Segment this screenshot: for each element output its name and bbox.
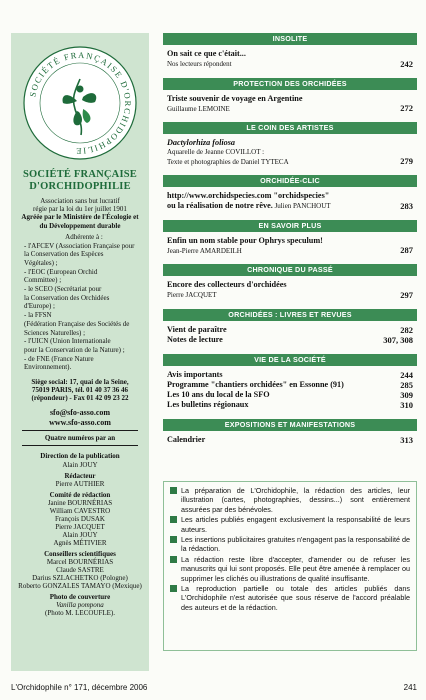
- staff-name: Agnès MÉTIVIER: [53, 538, 107, 547]
- entry-title: Dactylorhiza foliosa: [167, 138, 236, 147]
- section-entries: [163, 431, 417, 448]
- entry-row: [167, 390, 413, 400]
- entry-title: Avis importants: [167, 370, 223, 379]
- staff-name: Marcel BOURNÉRIAS: [46, 558, 114, 567]
- staff-name: Vanilla pompona: [56, 601, 104, 610]
- membership-item: Committee) ;: [24, 276, 62, 285]
- square-bullet-icon: [170, 487, 177, 494]
- section-entries: [163, 45, 417, 72]
- page-number: 241: [403, 683, 417, 692]
- note-item: [170, 515, 410, 534]
- toc-section: [163, 33, 417, 72]
- note-text: La préparation de L'Orchidophile, la rédaction des articles, leur illustration (cartes, photographies, dessins...) sont entièrement assurées par des bénévoles.: [181, 486, 410, 514]
- association-info: Association sans but lucratif régie par la loi du 1er juillet 1901 Agréée par le Ministère de l'Écologie et du Développement durable: [21, 197, 139, 230]
- staff-role: Direction de la publication: [40, 452, 120, 461]
- toc-entry[interactable]: [167, 335, 413, 345]
- section-header: PROTECTION DES ORCHIDÉES: [163, 78, 417, 90]
- contact-links: [16, 408, 144, 427]
- divider: [22, 445, 138, 446]
- journal-issue: L'Orchidophile n° 171, décembre 2006: [11, 683, 148, 692]
- note-item: [170, 584, 410, 612]
- entry-title-cont: ou la réalisation de notre rêve.: [167, 201, 273, 210]
- entry-row: [167, 245, 413, 255]
- membership-item: d'Europe) ;: [24, 302, 56, 311]
- staff-role: Photo de couverture: [49, 593, 111, 602]
- entry-page: 272: [400, 103, 413, 113]
- entry-title: Vient de paraître: [167, 325, 227, 334]
- email-link[interactable]: sfo@sfo-asso.com: [49, 408, 111, 418]
- membership-item: - le SCEO (Secrétariat pour: [24, 285, 102, 294]
- staff-name: Alain JOUY: [62, 460, 98, 469]
- entry-author: Julien PANCHOUT: [272, 202, 331, 210]
- square-bullet-icon: [170, 556, 177, 563]
- toc-section: [163, 419, 417, 448]
- editorial-staff: [16, 452, 144, 617]
- toc-entry[interactable]: [167, 325, 413, 335]
- staff-name: Roberto GONZALES TAMAYO (Mexique): [18, 582, 142, 591]
- membership-item: Végétales) ;: [24, 258, 58, 267]
- section-entries: [163, 366, 417, 413]
- entry-title: Encore des collecteurs d'orchidées: [167, 280, 287, 289]
- entry-page: 313: [400, 434, 413, 445]
- staff-name: Alain JOUY: [62, 530, 98, 539]
- section-entries: [163, 187, 417, 214]
- entry-page: 309: [400, 389, 413, 400]
- staff-role: Conseillers scientifiques: [44, 549, 116, 558]
- section-entries: [163, 276, 417, 303]
- entry-title: Calendrier: [167, 435, 206, 444]
- entry-author: Nos lecteurs répondent: [167, 60, 232, 68]
- entry-title: Notes de lecture: [167, 335, 223, 344]
- staff-names: [16, 480, 144, 488]
- membership-item: pour la Conservation de la Nature) ;: [24, 345, 125, 354]
- entry-page: 279: [400, 156, 413, 166]
- entry-author: Guillaume LEMOINE: [167, 104, 230, 113]
- staff-name: Pierre JACQUET: [55, 522, 105, 531]
- staff-name: Janine BOURNÉRIAS: [47, 498, 113, 507]
- entry-author: Texte et photographies de Daniel TYTECA: [167, 157, 289, 166]
- section-entries: [163, 232, 417, 259]
- toc-entry[interactable]: [167, 380, 413, 390]
- toc-entry[interactable]: [167, 370, 413, 380]
- entry-page: 244: [400, 369, 413, 380]
- square-bullet-icon: [170, 536, 177, 543]
- entry-page: 242: [400, 58, 413, 69]
- toc-entry[interactable]: [167, 94, 413, 114]
- entry-page: 310: [400, 399, 413, 410]
- orchid-emblem-icon: [21, 39, 139, 167]
- entry-row: [167, 156, 413, 166]
- section-header: VIE DE LA SOCIÉTÉ: [163, 354, 417, 366]
- entry-page: 285: [400, 379, 413, 390]
- section-header: INSOLITE: [163, 33, 417, 45]
- entry-row: [167, 380, 413, 390]
- note-item: [170, 486, 410, 514]
- entry-row: [167, 370, 413, 380]
- membership-item: - la FFSN: [24, 311, 52, 320]
- table-of-contents: [163, 33, 417, 448]
- entry-page: 282: [400, 324, 413, 335]
- divider: [22, 430, 138, 431]
- staff-name: (Photo M. LECOUFLE).: [45, 609, 115, 618]
- staff-names: [16, 601, 144, 617]
- membership-item: Sciences Naturelles) ;: [24, 328, 86, 337]
- toc-entry[interactable]: [167, 435, 413, 445]
- toc-entry[interactable]: [167, 49, 413, 69]
- entry-author: Pierre JACQUET: [167, 291, 217, 299]
- entry-title: On sait ce que c'était...: [167, 49, 246, 58]
- membership-item: Environnement).: [24, 363, 72, 372]
- toc-entry[interactable]: [167, 236, 413, 256]
- entry-author: Aquarelle de Jeanne COVILLOT :: [167, 147, 265, 156]
- toc-entry[interactable]: [167, 400, 413, 410]
- note-item: [170, 535, 410, 554]
- section-header: EXPOSITIONS ET MANIFESTATIONS: [163, 419, 417, 431]
- entry-row: [167, 290, 413, 300]
- toc-section: [163, 309, 417, 348]
- section-header: EN SAVOIR PLUS: [163, 220, 417, 232]
- membership-item: - l'UICN (Union Internationale: [24, 337, 111, 346]
- entry-author: Jean-Pierre AMARDEILH: [167, 246, 242, 255]
- toc-entry[interactable]: [167, 138, 413, 166]
- toc-section: [163, 220, 417, 259]
- editorial-notes: [163, 481, 417, 651]
- entry-row: [167, 400, 413, 410]
- entry-row: [167, 59, 413, 69]
- square-bullet-icon: [170, 585, 177, 592]
- entry-title: Triste souvenir de voyage en Argentine: [167, 93, 303, 103]
- staff-name: François DUSAK: [55, 514, 105, 523]
- membership-item: - l'EOC (European Orchid: [24, 267, 98, 276]
- membership-item: la Conservation des Espèces: [24, 250, 104, 259]
- sfo-logo: [21, 39, 139, 167]
- entry-title: Programme "chantiers orchidées" en Essonne (91): [167, 380, 344, 389]
- staff-names: [16, 461, 144, 469]
- staff-role: Comité de rédaction: [49, 490, 111, 499]
- staff-role: Rédacteur: [64, 471, 96, 480]
- note-text: La reproduction partielle ou totale des articles publiés dans L'Orchidophile n'est autorisée que sous réserve de l'accord préalable des auteurs et de la rédaction.: [181, 584, 410, 612]
- staff-name: William CAVESTRO: [49, 506, 111, 515]
- note-text: La rédaction reste libre d'accepter, d'amender ou de refuser les manuscrits qui lui sont proposés. Elle peut être amenée à remplacer ou supprimer les clichés ou illustrations de qualité insuffisante.: [181, 554, 410, 583]
- staff-name: Claude SASTRE: [56, 566, 104, 575]
- toc-section: [163, 175, 417, 214]
- toc-entry[interactable]: [167, 280, 413, 300]
- entry-title: http://www.orchidspecies.com "orchidspecies": [167, 191, 330, 200]
- entry-row: [167, 435, 413, 445]
- left-panel: [11, 33, 149, 671]
- toc-section: [163, 78, 417, 117]
- toc-entry[interactable]: [167, 390, 413, 400]
- section-header: ORCHIDÉE-CLIC: [163, 175, 417, 187]
- toc-section: [163, 354, 417, 413]
- section-entries: [163, 90, 417, 117]
- staff-name: Darius SZLACHETKO (Pologne): [32, 574, 128, 583]
- section-header: ORCHIDÉES : LIVRES ET REVUES: [163, 309, 417, 321]
- staff-name: Pierre AUTHIER: [55, 479, 105, 488]
- entry-title: Les bulletins régionaux: [167, 400, 249, 409]
- entry-title: Enfin un nom stable pour Ophrys speculum!: [167, 235, 323, 245]
- entry-row: [167, 103, 413, 113]
- entry-row: [167, 335, 413, 345]
- entry-page: 307, 308: [383, 334, 413, 345]
- membership-list: Adhérente à : - l'AFCEV (Association Française pour la Conservation des Espèces Végétales) ; - l'EOC (European Orchid Committee) ; - le SCEO (Secrétariat pour la Conservation des Orchidées d'Europe) ; - la FFSN (Fédération Française des Sociétés de Sciences Naturelles) ; - l'UICN (Union Internationale pour la Conservation de la Nature) ; - de FNE (France Nature Environnement).: [16, 233, 144, 372]
- entry-row: [167, 325, 413, 335]
- website-link[interactable]: www.sfo-asso.com: [49, 417, 111, 427]
- entry-row: [167, 201, 413, 211]
- note-text: Les insertions publicitaires gratuites n'engagent pas la responsabilité de la rédaction.: [181, 535, 410, 554]
- logo-arc-text: SOCIÉTÉ FRANÇAISE D'ORCHIDOPHILIE: [27, 49, 134, 157]
- sfo-title: SOCIÉTÉ FRANÇAISE D'ORCHIDOPHILIE: [23, 169, 137, 192]
- toc-section: [163, 122, 417, 169]
- membership-item: - de FNE (France Nature: [24, 354, 94, 363]
- toc-section: [163, 264, 417, 303]
- toc-entry[interactable]: [167, 191, 413, 211]
- staff-names: [16, 558, 144, 590]
- membership-item: (Fédération Française des Sociétés de: [24, 319, 130, 328]
- staff-names: [16, 499, 144, 547]
- note-item: [170, 555, 410, 583]
- section-header: LE COIN DES ARTISTES: [163, 122, 417, 134]
- head-office: Siège social: 17, quai de la Seine, 75019 PARIS, tél. 01 40 37 36 46 (répondeur) - Fax 01 42 09 23 22: [31, 377, 129, 402]
- section-entries: [163, 321, 417, 348]
- membership-item: - l'AFCEV (Association Française pour: [24, 241, 135, 250]
- page-footer: [11, 683, 417, 692]
- entry-page: 287: [400, 245, 413, 255]
- note-text: Les articles publiés engagent exclusivement la responsabilité de leurs auteurs.: [181, 515, 410, 534]
- square-bullet-icon: [170, 516, 177, 523]
- section-header: CHRONIQUE DU PASSÉ: [163, 264, 417, 276]
- entry-page: 283: [400, 200, 413, 211]
- section-entries: [163, 134, 417, 169]
- entry-title: Les 10 ans du local de la SFO: [167, 390, 270, 399]
- membership-item: la Conservation des Orchidées: [24, 293, 110, 302]
- entry-page: 297: [400, 289, 413, 300]
- frequency-note: Quatre numéros par an: [44, 434, 116, 443]
